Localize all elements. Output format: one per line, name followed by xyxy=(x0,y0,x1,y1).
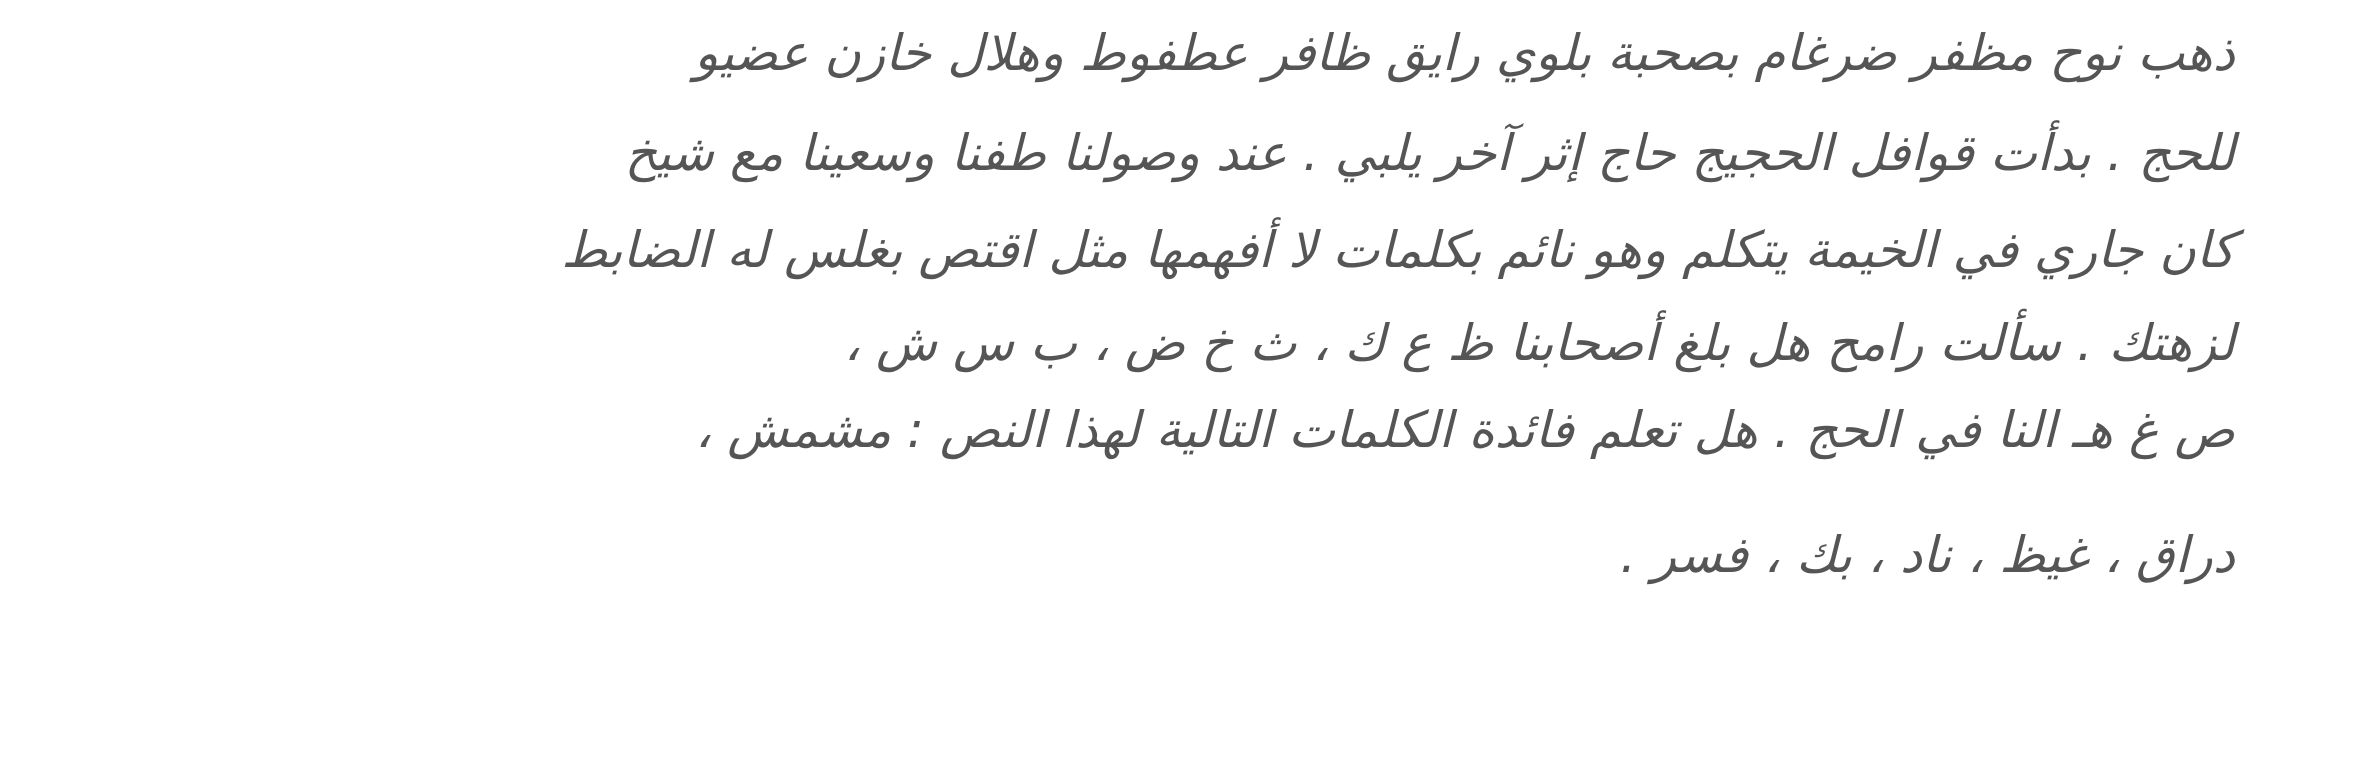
text-line-4: لزهتك . سألت رامح هل بلغ أصحابنا ظ ع ك ، ث خ ض ، ب س ش ، xyxy=(844,314,2235,372)
text-line-2: للحج . بدأت قوافل الحجيج حاج إثر آخر يلبي . عند وصولنا طفنا وسعينا مع شيخ xyxy=(624,124,2235,182)
text-line-1: ذهب نوح مظفر ضرغام بصحبة بلوي رايق ظافر عطفوط وهلال خازن عضيو xyxy=(694,24,2235,82)
text-line-6: دراق ، غيظ ، ناد ، بك ، فسر . xyxy=(1620,526,2235,584)
text-line-3: كان جاري في الخيمة يتكلم وهو نائم بكلمات لا أفهمها مثل اقتص بغلس له الضابط xyxy=(561,221,2235,279)
text-line-5: ص غ هـ النا في الحج . هل تعلم فائدة الكلمات التالية لهذا النص : مشمش ، xyxy=(695,401,2235,459)
